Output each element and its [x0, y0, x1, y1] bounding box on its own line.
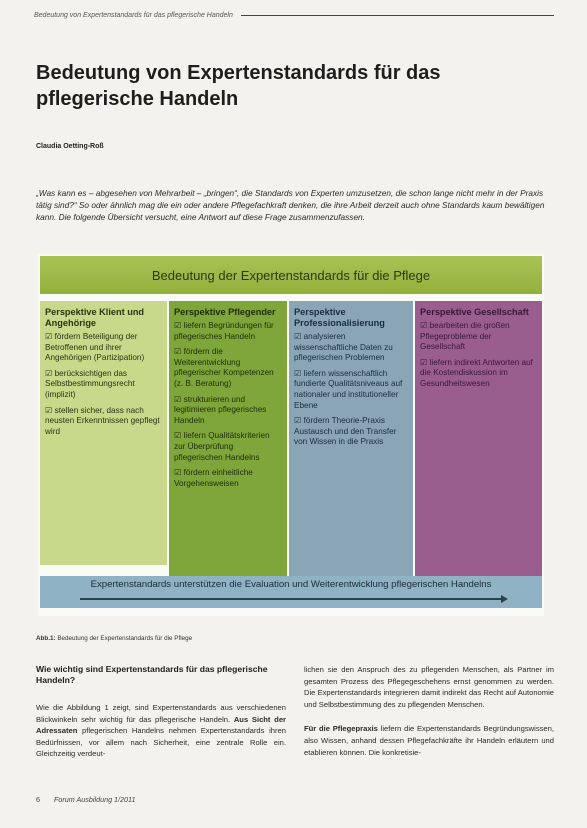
- column-item: ☑ fördern einheitliche Vorgehensweisen: [174, 468, 253, 488]
- arrow-right-icon: [80, 598, 502, 600]
- body-paragraph: [36, 702, 286, 760]
- figure-caption: [36, 635, 192, 642]
- column-item: ☑ strukturieren und legitimieren pflegerisches Handeln: [174, 394, 267, 425]
- column-item: ☑ bearbeiten die großen Pflegeprobleme der Gesellschaft: [420, 321, 510, 352]
- figure-banner: Bedeutung der Expertenstandards für die Pflege: [40, 256, 542, 294]
- column-item: ☑ fördern Theorie-Praxis Austausch und den Transfer von Wissen in die Praxis: [294, 416, 397, 447]
- column-item: ☑ analysieren wissenschaftliche Daten zu pflegerischen Problemen: [294, 332, 393, 363]
- caption-label: Abb.1:: [36, 635, 56, 642]
- paragraph-text: Wie die Abbildung 1 zeigt, sind Expertenstandards aus verschiedenen Blickwinkeln sehr wichtig für das pflegerische Handeln.: [36, 703, 286, 724]
- column-item: ☑ fördern die Weiterentwicklung pflegerischer Kompetenzen (z. B. Beratung): [174, 347, 274, 388]
- column-item: ☑ liefern Begründungen für pflegerisches Handeln: [174, 321, 274, 341]
- body-paragraph: [304, 723, 554, 758]
- column-item: ☑ fördern Beteiligung der Betroffenen und ihrer Angehörigen (Partizipation): [45, 332, 145, 363]
- paragraph-text: pflegerischen Handelns nehmen Expertenstandards ihren Bedürfnissen, vor allem nach Sicherheit, eine zentrale Rolle ein. Gleichzeitig verdeut-: [36, 726, 286, 759]
- column-item: ☑ stellen sicher, dass nach neusten Erkenntnissen gepflegt wird: [45, 405, 160, 436]
- running-head-text: Bedeutung von Expertenstandards für das pflegerische Handeln: [34, 12, 233, 19]
- caption-text: Bedeutung der Expertenstandards für die Pflege: [55, 635, 193, 642]
- body-paragraph: lichen sie den Anspruch des zu pflegenden Menschen, als Partner im gesamten Prozess des Pflegegeschehens ernst genommen zu werden. Die Expertenstandards integrieren damit indirekt das Recht auf Autonomie und Selbstbestimmung des zu pflegenden Menschen.: [304, 665, 554, 709]
- column-client-perspective: [40, 301, 167, 565]
- figure-bottom-text: Expertenstandards unterstützen die Evaluation und Weiterentwicklung pflegerischen Handelns: [90, 579, 492, 590]
- page-number: 6: [36, 795, 40, 804]
- column-professionalization-perspective: [289, 301, 413, 586]
- figure-bottom-banner: [40, 576, 542, 608]
- article-title: Bedeutung von Expertenstandards für das pflegerische Handeln: [36, 62, 441, 110]
- column-item: ☑ berücksichtigen das Selbstbestimmungsrecht (implizit): [45, 368, 135, 399]
- paragraph-text: liefern die Expertenstandards Begründungswissen, also Wissen, anhand dessen Pflegefachkräfte ihr Handeln erläutern und etablieren können. Die konkretisie-: [304, 724, 554, 757]
- section-heading: Wie wichtig sind Expertenstandards für das pflegerische Handeln?: [36, 664, 268, 685]
- column-heading: Perspektive Professionalisierung: [294, 307, 385, 328]
- author-name: Claudia Oetting-Roß: [36, 143, 104, 150]
- column-heading: Perspektive Klient und Angehörige: [45, 307, 145, 328]
- column-item: ☑ liefern wissenschaftlich fundierte Qualitätsniveaus auf nationaler und institutioneller Ebene: [294, 368, 403, 410]
- body-column-right: [304, 664, 554, 758]
- body-column-left: [36, 664, 286, 760]
- running-head-rule: [241, 15, 554, 16]
- page-footer: [36, 795, 136, 804]
- column-caregiver-perspective: [169, 301, 287, 586]
- column-heading: Perspektive Gesellschaft: [420, 307, 529, 317]
- journal-name: Forum Ausbildung 1/2011: [54, 795, 136, 804]
- running-head: [34, 12, 554, 19]
- column-society-perspective: [415, 301, 542, 586]
- paragraph-emphasis: Aus Sicht der Adressaten: [36, 714, 286, 736]
- figure-expert-standards: [38, 254, 544, 616]
- column-item: ☑ liefern indirekt Antworten auf die Kostendiskussion im Gesundheitswesen: [420, 357, 533, 388]
- column-item: ☑ liefern Qualitätskriterien zur Überprüfung pflegerischen Handelns: [174, 431, 270, 462]
- intro-quote: „Was kann es – abgesehen von Mehrarbeit – „bringen“, die Standards von Experten umzusetzen, die schon lange nicht mehr in der Praxis tätig sind?“ So oder ähnlich mag die ein oder andere Pflegefachkraft denken, die ihre Arbeit derzeit auch ohne Standards kaum bewältigen kann. Die folgende Übersicht versucht, eine Antwort auf diese Frage zusammenzufassen.: [36, 188, 545, 222]
- paragraph-emphasis: Für die Pflegepraxis: [304, 724, 378, 734]
- column-heading: Perspektive Pflegender: [174, 307, 276, 317]
